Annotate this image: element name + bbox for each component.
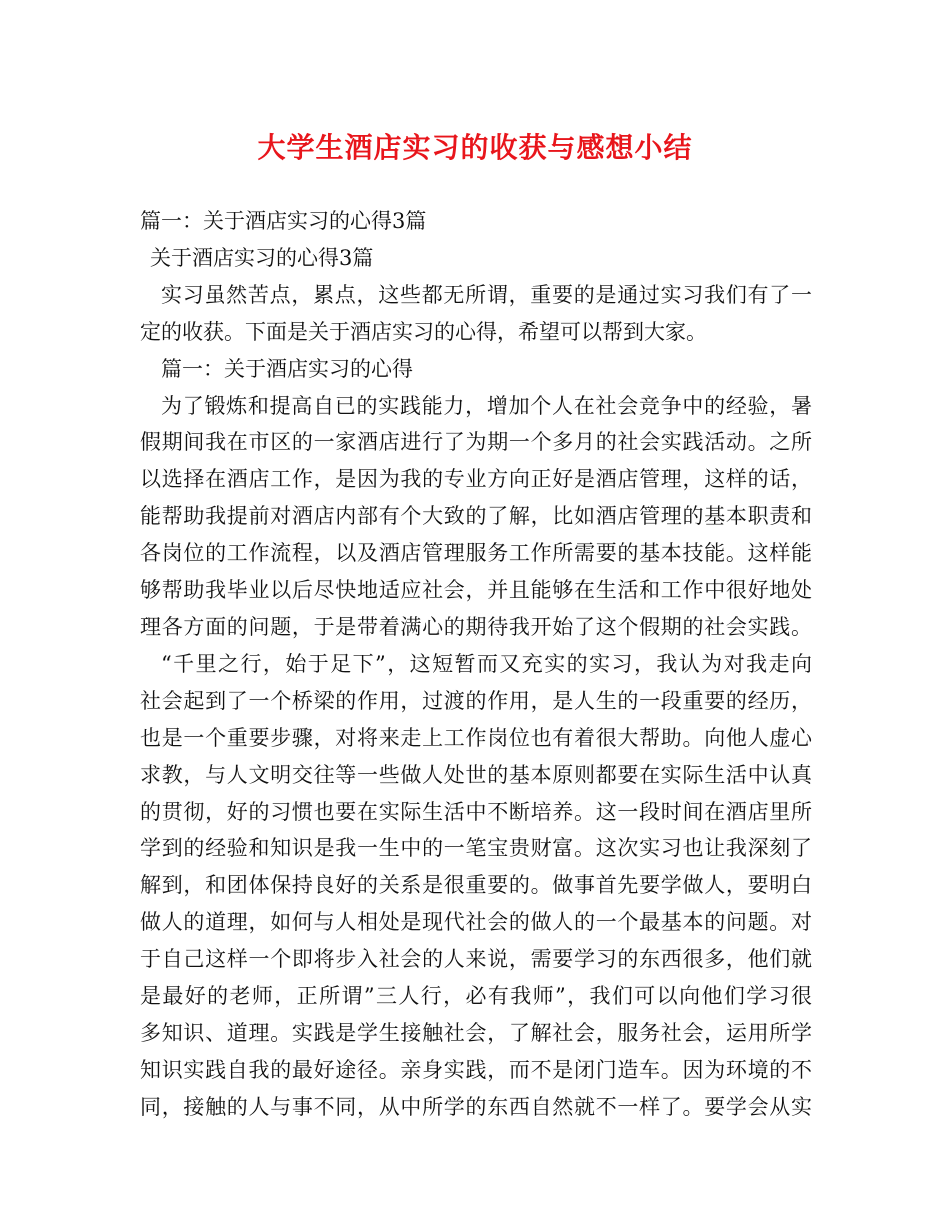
paragraph-line: 知识实践自我的最好途径。亲身实践，而不是闭门造车。因为环境的不: [140, 1057, 812, 1082]
subsection-heading: 关于酒店实习的心得3篇: [150, 245, 374, 270]
paragraph-line: 各岗位的工作流程，以及酒店管理服务工作所需要的基本技能。这样能: [140, 541, 812, 566]
paragraph-line: 够帮助我毕业以后尽快地适应社会，并且能够在生活和工作中很好地处: [140, 578, 812, 603]
paragraph-line: 也是一个重要步骤，对将来走上工作岗位也有着很大帮助。向他人虚心: [140, 725, 812, 750]
paragraph-line: 的贯彻，好的习惯也要在实际生活中不断培养。这一段时间在酒店里所: [140, 799, 812, 824]
paragraph-line: “千里之行，始于足下”，这短暂而又充实的实习，我认为对我走向: [161, 651, 812, 676]
paragraph-line: 假期间我在市区的一家酒店进行了为期一个多月的社会实践活动。之所: [140, 430, 812, 455]
paragraph-line: 求教，与人文明交往等一些做人处世的基本原则都要在实际生活中认真: [140, 762, 812, 787]
paragraph-line: 学到的经验和知识是我一生中的一笔宝贵财富。这次实习也让我深刻了: [140, 836, 812, 861]
paragraph-line: 为了锻炼和提高自已的实践能力，增加个人在社会竞争中的经验，暑: [161, 393, 812, 418]
document-body: [140, 203, 812, 1126]
document-title: 大学生酒店实习的收获与感想小结: [257, 131, 693, 164]
paragraph-line: 社会起到了一个桥梁的作用，过渡的作用，是人生的一段重要的经历，: [140, 688, 812, 713]
section-heading: 篇一：关于酒店实习的心得3篇: [140, 209, 427, 233]
paragraph-line: 同，接触的人与事不同，从中所学的东西自然就不一样了。要学会从实: [140, 1094, 812, 1119]
paragraph-line: 理各方面的问题，于是带着满心的期待我开始了这个假期的社会实践。: [140, 614, 812, 639]
paragraph-line: 解到，和团体保持良好的关系是很重要的。做事首先要学做人，要明白: [140, 873, 812, 898]
paragraph-line: 能帮助我提前对酒店内部有个大致的了解，比如酒店管理的基本职责和: [140, 504, 812, 529]
paragraph-line: 多知识、道理。实践是学生接触社会，了解社会，服务社会，运用所学: [140, 1020, 812, 1045]
paragraph-line: 以选择在酒店工作，是因为我的专业方向正好是酒店管理，这样的话，: [140, 467, 812, 492]
section-heading: 篇一：关于酒店实习的心得: [161, 356, 413, 381]
paragraph-line: 是最好的老师，正所谓”三人行，必有我师”，我们可以向他们学习很: [140, 984, 812, 1009]
paragraph-line: 做人的道理，如何与人相处是现代社会的做人的一个最基本的问题。对: [140, 910, 812, 935]
paragraph-line: 于自己这样一个即将步入社会的人来说，需要学习的东西很多，他们就: [140, 947, 812, 972]
paragraph-line: 定的收获。下面是关于酒店实习的心得，希望可以帮到大家。: [140, 319, 707, 344]
paragraph-line: 实习虽然苦点，累点，这些都无所谓，重要的是通过实习我们有了一: [161, 282, 812, 307]
